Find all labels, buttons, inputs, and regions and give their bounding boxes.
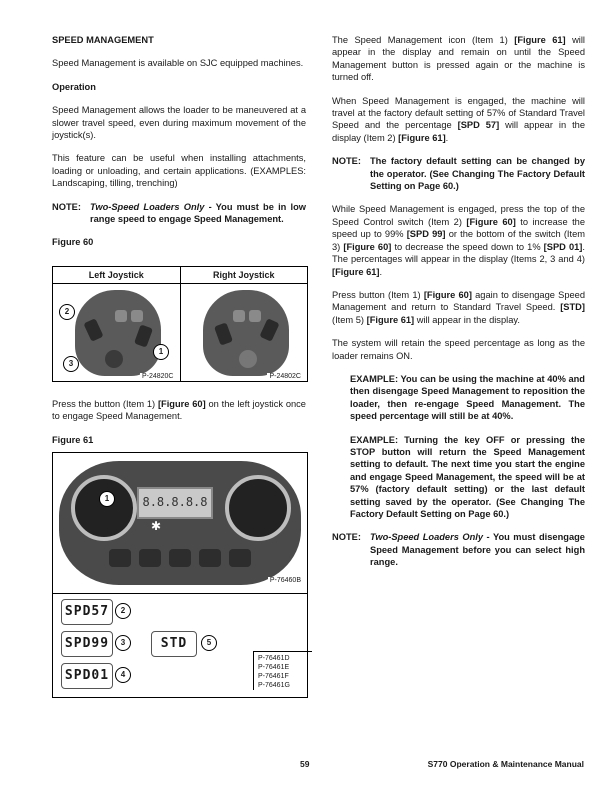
- lcd-spd57: SPD57: [61, 599, 113, 625]
- note-text: - You must be in low range speed to engage Speed Management.: [90, 201, 306, 225]
- temp-gauge-icon: [225, 475, 291, 541]
- fig60-code-left: P-24820C: [141, 373, 174, 380]
- paragraph-description: Speed Management allows the loader to be maneuvered at a slower travel speed, even during maximum movement of the joystick(s).: [52, 105, 306, 141]
- lcd-spd99: SPD99: [61, 631, 113, 657]
- fig61-callout-3: 3: [115, 635, 131, 651]
- callout-1: 1: [153, 344, 169, 360]
- paragraph-retain: The system will retain the speed percentage as long as the loader remains ON.: [332, 338, 585, 361]
- fuel-gauge-icon: [71, 475, 137, 541]
- left-joystick-icon: [75, 290, 161, 376]
- left-column: [52, 34, 306, 260]
- fig61-code-list: P-76461D P-76461E P-76461F P-76461G: [253, 651, 312, 690]
- note-label: NOTE:: [52, 201, 81, 212]
- note-factory-default: NOTE: The factory default setting can be changed by the operator. (See Changing The Factory Default Setting on Page 60.): [332, 156, 585, 192]
- fig60-header-left: Left Joystick: [53, 267, 181, 283]
- subheading-operation: Operation: [52, 81, 96, 92]
- instrument-panel: [59, 461, 301, 585]
- example-key-off: EXAMPLE: Turning the key OFF or pressing the STOP button will return the Speed Management setting to default. The next time you start the engine and engage Speed Management, the speed will be at 57% (factory default setting) or the last default setting saved by the operator. (See Changing The Factory Default Setting on Page 60.): [350, 434, 585, 519]
- figure-60-label: Figure 60: [52, 237, 94, 248]
- figure-61: [52, 452, 308, 698]
- section-heading: SPEED MANAGEMENT: [52, 35, 154, 45]
- speed-management-button-icon: [105, 350, 123, 368]
- paragraph-engaged: When Speed Management is engaged, the machine will travel at the factory default setting of 57% of Standard Travel Speed and the percentage [SPD 57] will appear in the display (Item 2) [Figure 61].: [332, 95, 585, 143]
- paragraph-press-button: Press the button (Item 1) [Figure 60] on the left joystick once to engage Speed Management.: [52, 399, 306, 422]
- paragraph-speed-control: While Speed Management is engaged, press the top of the Speed Control switch (Item 2) [Figure 60] to increase the speed up to 99% [SPD 99] or the bottom of the switch (Item 3) [Figure 60] to decrease the speed down to 1% [SPD 01]. The percentages will appear in the display (Items 2, 3 and 4) [Figure 61].: [332, 204, 585, 277]
- right-column: [332, 34, 585, 580]
- fig61-callout-4: 4: [115, 667, 131, 683]
- callout-2: 2: [59, 304, 75, 320]
- note-high-range: NOTE: Two-Speed Loaders Only - You must disengage Speed Management before you can select high range.: [332, 532, 585, 568]
- paragraph-availability: Speed Management is available on SJC equipped machines.: [52, 58, 304, 69]
- fig60-code-right: P-24802C: [269, 373, 301, 380]
- lcd-spd01: SPD01: [61, 663, 113, 689]
- panel-display: 8.8.8.8.8: [137, 487, 213, 519]
- example-40-percent: EXAMPLE: You can be using the machine at 40% and then disengage Speed Management to reposition the loader, then re-engage Speed Management. The speed percentage will still be at 40%.: [350, 373, 585, 422]
- note-italic: Two-Speed Loaders Only: [90, 201, 205, 212]
- right-joystick-icon: [203, 290, 289, 376]
- fig60-header-right: Right Joystick: [212, 270, 275, 280]
- page-number: 59: [300, 759, 310, 769]
- paragraph-uses: This feature can be useful when installing attachments, loading or unloading, and certain applications. (EXAMPLES: Landscaping, tilling, trenching): [52, 153, 306, 189]
- figure-61-label: Figure 61: [52, 434, 94, 445]
- lcd-std: STD: [151, 631, 197, 657]
- fig61-code-main: P-76460B: [269, 577, 301, 584]
- speed-management-icon: ✱: [151, 519, 162, 533]
- left-joystick-photo: [53, 284, 181, 382]
- paragraph-icon: The Speed Management icon (Item 1) [Figure 61] will appear in the display and remain on until the Speed Management button is pressed again or the machine is turned off.: [332, 35, 585, 83]
- figure-60: [52, 266, 308, 382]
- right-joystick-photo: [181, 284, 308, 382]
- paragraph-disengage: Press button (Item 1) [Figure 60] again to disengage Speed Management and return to Standard Travel Speed. [STD] (Item 5) [Figure 61] will appear in the display.: [332, 289, 585, 325]
- fig61-callout-5: 5: [201, 635, 217, 651]
- note-two-speed: [52, 201, 306, 226]
- callout-3: 3: [63, 356, 79, 372]
- manual-title: S770 Operation & Maintenance Manual: [427, 759, 584, 769]
- fig61-callout-2: 2: [115, 603, 131, 619]
- fig61-callout-1: 1: [99, 491, 115, 507]
